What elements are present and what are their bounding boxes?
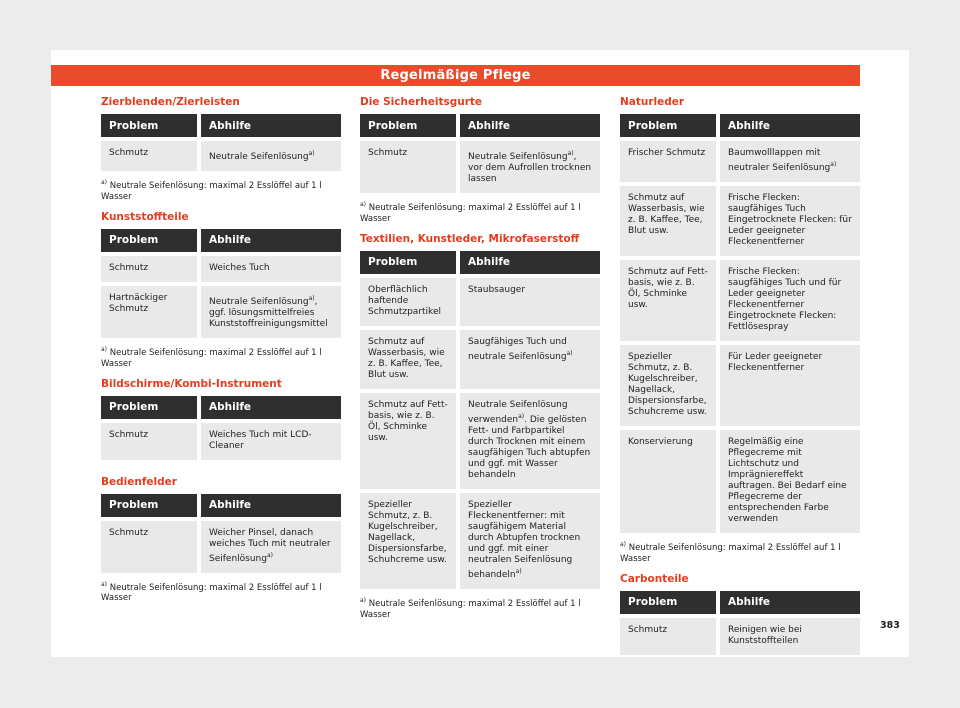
cell-text: Neutrale Seifenlösung verwenden: [468, 399, 568, 425]
footnote: [620, 539, 860, 565]
table-row: [101, 282, 341, 338]
table-row: [360, 274, 600, 326]
cell-abhilfe: [456, 326, 600, 389]
cell-problem: Oberflächlich haftende Schmutzpartikel: [360, 274, 456, 326]
cell-abhilfe: Staubsauger: [456, 274, 600, 326]
cell-abhilfe: [716, 137, 860, 182]
footnote-mark: a): [101, 345, 108, 353]
table-row: [620, 137, 860, 182]
cell-abhilfe: [197, 517, 341, 573]
table-row: [620, 426, 860, 533]
cell-problem: Schmutz: [620, 614, 716, 655]
cell-abhilfe: [716, 182, 860, 256]
cell-problem: Schmutz: [101, 252, 197, 282]
footnote: [101, 579, 341, 605]
table-bedienfelder: [101, 494, 341, 573]
footnote-ref: a): [518, 412, 525, 420]
col-header-problem: Problem: [620, 114, 716, 137]
cell-abhilfe: Für Leder geeigneter Fleckenentferner: [716, 341, 860, 426]
cell-text: Spezieller Fleckenentferner: mit saugfähigem Material durch Abtupfen trocknen und ggf. mit einer neutralen Seifenlösung behandeln: [468, 499, 581, 580]
cell-problem: Schmutz auf Fettbasis, wie z. B. Öl, Schminke usw.: [360, 389, 456, 489]
cell-abhilfe: Weiches Tuch mit LCD-Cleaner: [197, 419, 341, 460]
table-carbonteile: [620, 591, 860, 655]
col-header-problem: Problem: [101, 229, 197, 252]
col-header-problem: Problem: [620, 591, 716, 614]
table-row: [101, 517, 341, 573]
footnote-ref: a): [266, 551, 274, 559]
footnote: [101, 177, 341, 203]
col-header-abhilfe: Abhilfe: [197, 396, 341, 419]
cell-text: Baumwolllappen mit neutraler Seifenlösung: [728, 148, 831, 173]
footnote-ref: a): [567, 150, 574, 157]
table-row: [620, 182, 860, 256]
cell-text: Neutrale Seifenlösung: [209, 296, 309, 307]
footnote-text: Neutrale Seifenlösung: maximal 2 Esslöffel auf 1 l Wasser: [620, 542, 841, 564]
footnote-mark: a): [620, 541, 627, 548]
footnote-mark: a): [360, 201, 367, 208]
col-header-abhilfe: Abhilfe: [197, 114, 341, 137]
section-title: Bedienfelder: [101, 475, 177, 488]
footnote-ref: a): [830, 161, 837, 168]
cell-problem: Frischer Schmutz: [620, 137, 716, 182]
table-row: [360, 137, 600, 193]
footnote-ref: a): [308, 294, 315, 302]
cell-text: Neutrale Seifenlösung: [209, 152, 309, 162]
cell-text: Eingetrocknete Flecken: Fettlösespray: [728, 311, 837, 332]
footnote-text: Neutrale Seifenlösung: maximal 2 Esslöffel auf 1 l Wasser: [360, 598, 581, 620]
col-header-abhilfe: Abhilfe: [456, 251, 600, 274]
cell-abhilfe: [197, 282, 341, 338]
cell-abhilfe: Reinigen wie bei Kunststoffteilen: [716, 614, 860, 655]
col-header-abhilfe: Abhilfe: [197, 494, 341, 517]
section-title: Carbonteile: [620, 572, 689, 585]
cell-problem: Schmutz: [101, 137, 197, 171]
table-row: [620, 614, 860, 655]
footnote-ref: a): [566, 349, 573, 357]
cell-abhilfe: [716, 256, 860, 341]
footnote-text: Neutrale Seifenlösung: maximal 2 Esslöffel auf 1 l Wasser: [101, 180, 322, 202]
cell-problem: Schmutz: [360, 137, 456, 193]
footnote-ref: a): [515, 567, 522, 575]
cell-text: Frische Flecken: saugfähiges Tuch: [728, 193, 806, 214]
col-header-problem: Problem: [101, 114, 197, 137]
footnote-ref: a): [308, 150, 315, 157]
cell-abhilfe: Regelmäßig eine Pflegecreme mit Lichtschutz und Imprägniereffekt auftragen. Bei Bedarf eine Pflegecreme der entsprechenden Farbe verwenden: [716, 426, 860, 533]
section-title: Bildschirme/Kombi-Instrument: [101, 377, 282, 390]
cell-abhilfe: Weiches Tuch: [197, 252, 341, 282]
cell-problem: Spezieller Schmutz, z. B. Kugelschreiber, Nagellack, Dispersionsfarbe, Schuhcreme usw.: [360, 489, 456, 589]
table-row: [620, 256, 860, 341]
footnote: [360, 595, 600, 621]
footnote: [360, 199, 600, 225]
cell-abhilfe: [456, 489, 600, 589]
col-header-problem: Problem: [360, 114, 456, 137]
table-row: [101, 137, 341, 171]
footnote-text: Neutrale Seifenlösung: maximal 2 Esslöffel auf 1 l Wasser: [101, 347, 322, 369]
table-row: [620, 341, 860, 426]
cell-problem: Hartnäckiger Schmutz: [101, 282, 197, 338]
cell-problem: Schmutz: [101, 419, 197, 460]
cell-problem: Spezieller Schmutz, z. B. Kugelschreiber, Nagellack, Dispersionsfarbe, Schuhcreme usw.: [620, 341, 716, 426]
footnote-mark: a): [101, 179, 108, 186]
table-row: [101, 419, 341, 460]
column-2: [360, 96, 600, 629]
section-title: Die Sicherheitsgurte: [360, 96, 483, 108]
column-3: [620, 96, 860, 661]
table-row: [101, 252, 341, 282]
footnote: [101, 344, 341, 370]
cell-problem: Schmutz auf Fettbasis, wie z. B. Öl, Schminke usw.: [620, 256, 716, 341]
section-title: Textilien, Kunstleder, Mikrofaserstoff: [360, 232, 580, 245]
cell-text: , vor dem Aufrollen trocknen lassen: [468, 152, 592, 184]
page-title: Regelmäßige Pflege: [380, 68, 531, 83]
footnote-text: Neutrale Seifenlösung: maximal 2 Esslöffel auf 1 l Wasser: [360, 202, 581, 224]
cell-abhilfe: [456, 137, 600, 193]
col-header-abhilfe: Abhilfe: [197, 229, 341, 252]
footnote-mark: a): [101, 580, 108, 588]
section-title: Kunststoffteile: [101, 210, 189, 223]
column-1: [101, 96, 341, 612]
cell-problem: Konservierung: [620, 426, 716, 533]
footnote-mark: a): [360, 596, 367, 604]
cell-text: Saugfähiges Tuch und neutrale Seifenlösung: [468, 336, 567, 362]
cell-text: Neutrale Seifenlösung: [468, 152, 568, 162]
col-header-abhilfe: Abhilfe: [716, 591, 860, 614]
header-bar: [51, 65, 860, 86]
table-row: [360, 389, 600, 489]
table-bildschirme: [101, 396, 341, 460]
table-sicherheitsgurte: [360, 114, 600, 193]
cell-text: , ggf. lösungsmittelfreies Kunststoffreinigungsmittel: [209, 296, 328, 329]
cell-text: Eingetrocknete Flecken: für Leder geeigneter Fleckenentferner: [728, 215, 852, 247]
cell-problem: Schmutz auf Wasserbasis, wie z. B. Kaffee, Tee, Blut usw.: [620, 182, 716, 256]
section-title: Naturleder: [620, 96, 685, 108]
table-row: [360, 489, 600, 589]
section-title: Zierblenden/Zierleisten: [101, 96, 240, 108]
footnote-text: Neutrale Seifenlösung: maximal 2 Esslöffel auf 1 l Wasser: [101, 582, 322, 604]
cell-problem: Schmutz auf Wasserbasis, wie z. B. Kaffee, Tee, Blut usw.: [360, 326, 456, 389]
cell-text: Weicher Pinsel, danach weiches Tuch mit neutraler Seifenlösung: [209, 527, 331, 564]
cell-text: Frische Flecken: saugfähiges Tuch und für Leder geeigneter Fleckenentferner: [728, 267, 842, 310]
cell-problem: Schmutz: [101, 517, 197, 573]
cell-abhilfe: [197, 137, 341, 171]
col-header-abhilfe: Abhilfe: [716, 114, 860, 137]
table-zierblenden: [101, 114, 341, 171]
col-header-problem: Problem: [101, 494, 197, 517]
col-header-abhilfe: Abhilfe: [456, 114, 600, 137]
col-header-problem: Problem: [360, 251, 456, 274]
table-row: [360, 326, 600, 389]
table-naturleder: [620, 114, 860, 533]
cell-text: . Die gelösten Fett- und Farbpartikel durch Trocknen mit einem saugfähigen Tuch abtupfen und ggf. mit Wasser behandeln: [468, 414, 591, 480]
col-header-problem: Problem: [101, 396, 197, 419]
table-textilien: [360, 251, 600, 589]
page-number: 383: [880, 620, 900, 631]
table-kunststoffteile: [101, 229, 341, 338]
cell-abhilfe: [456, 389, 600, 489]
